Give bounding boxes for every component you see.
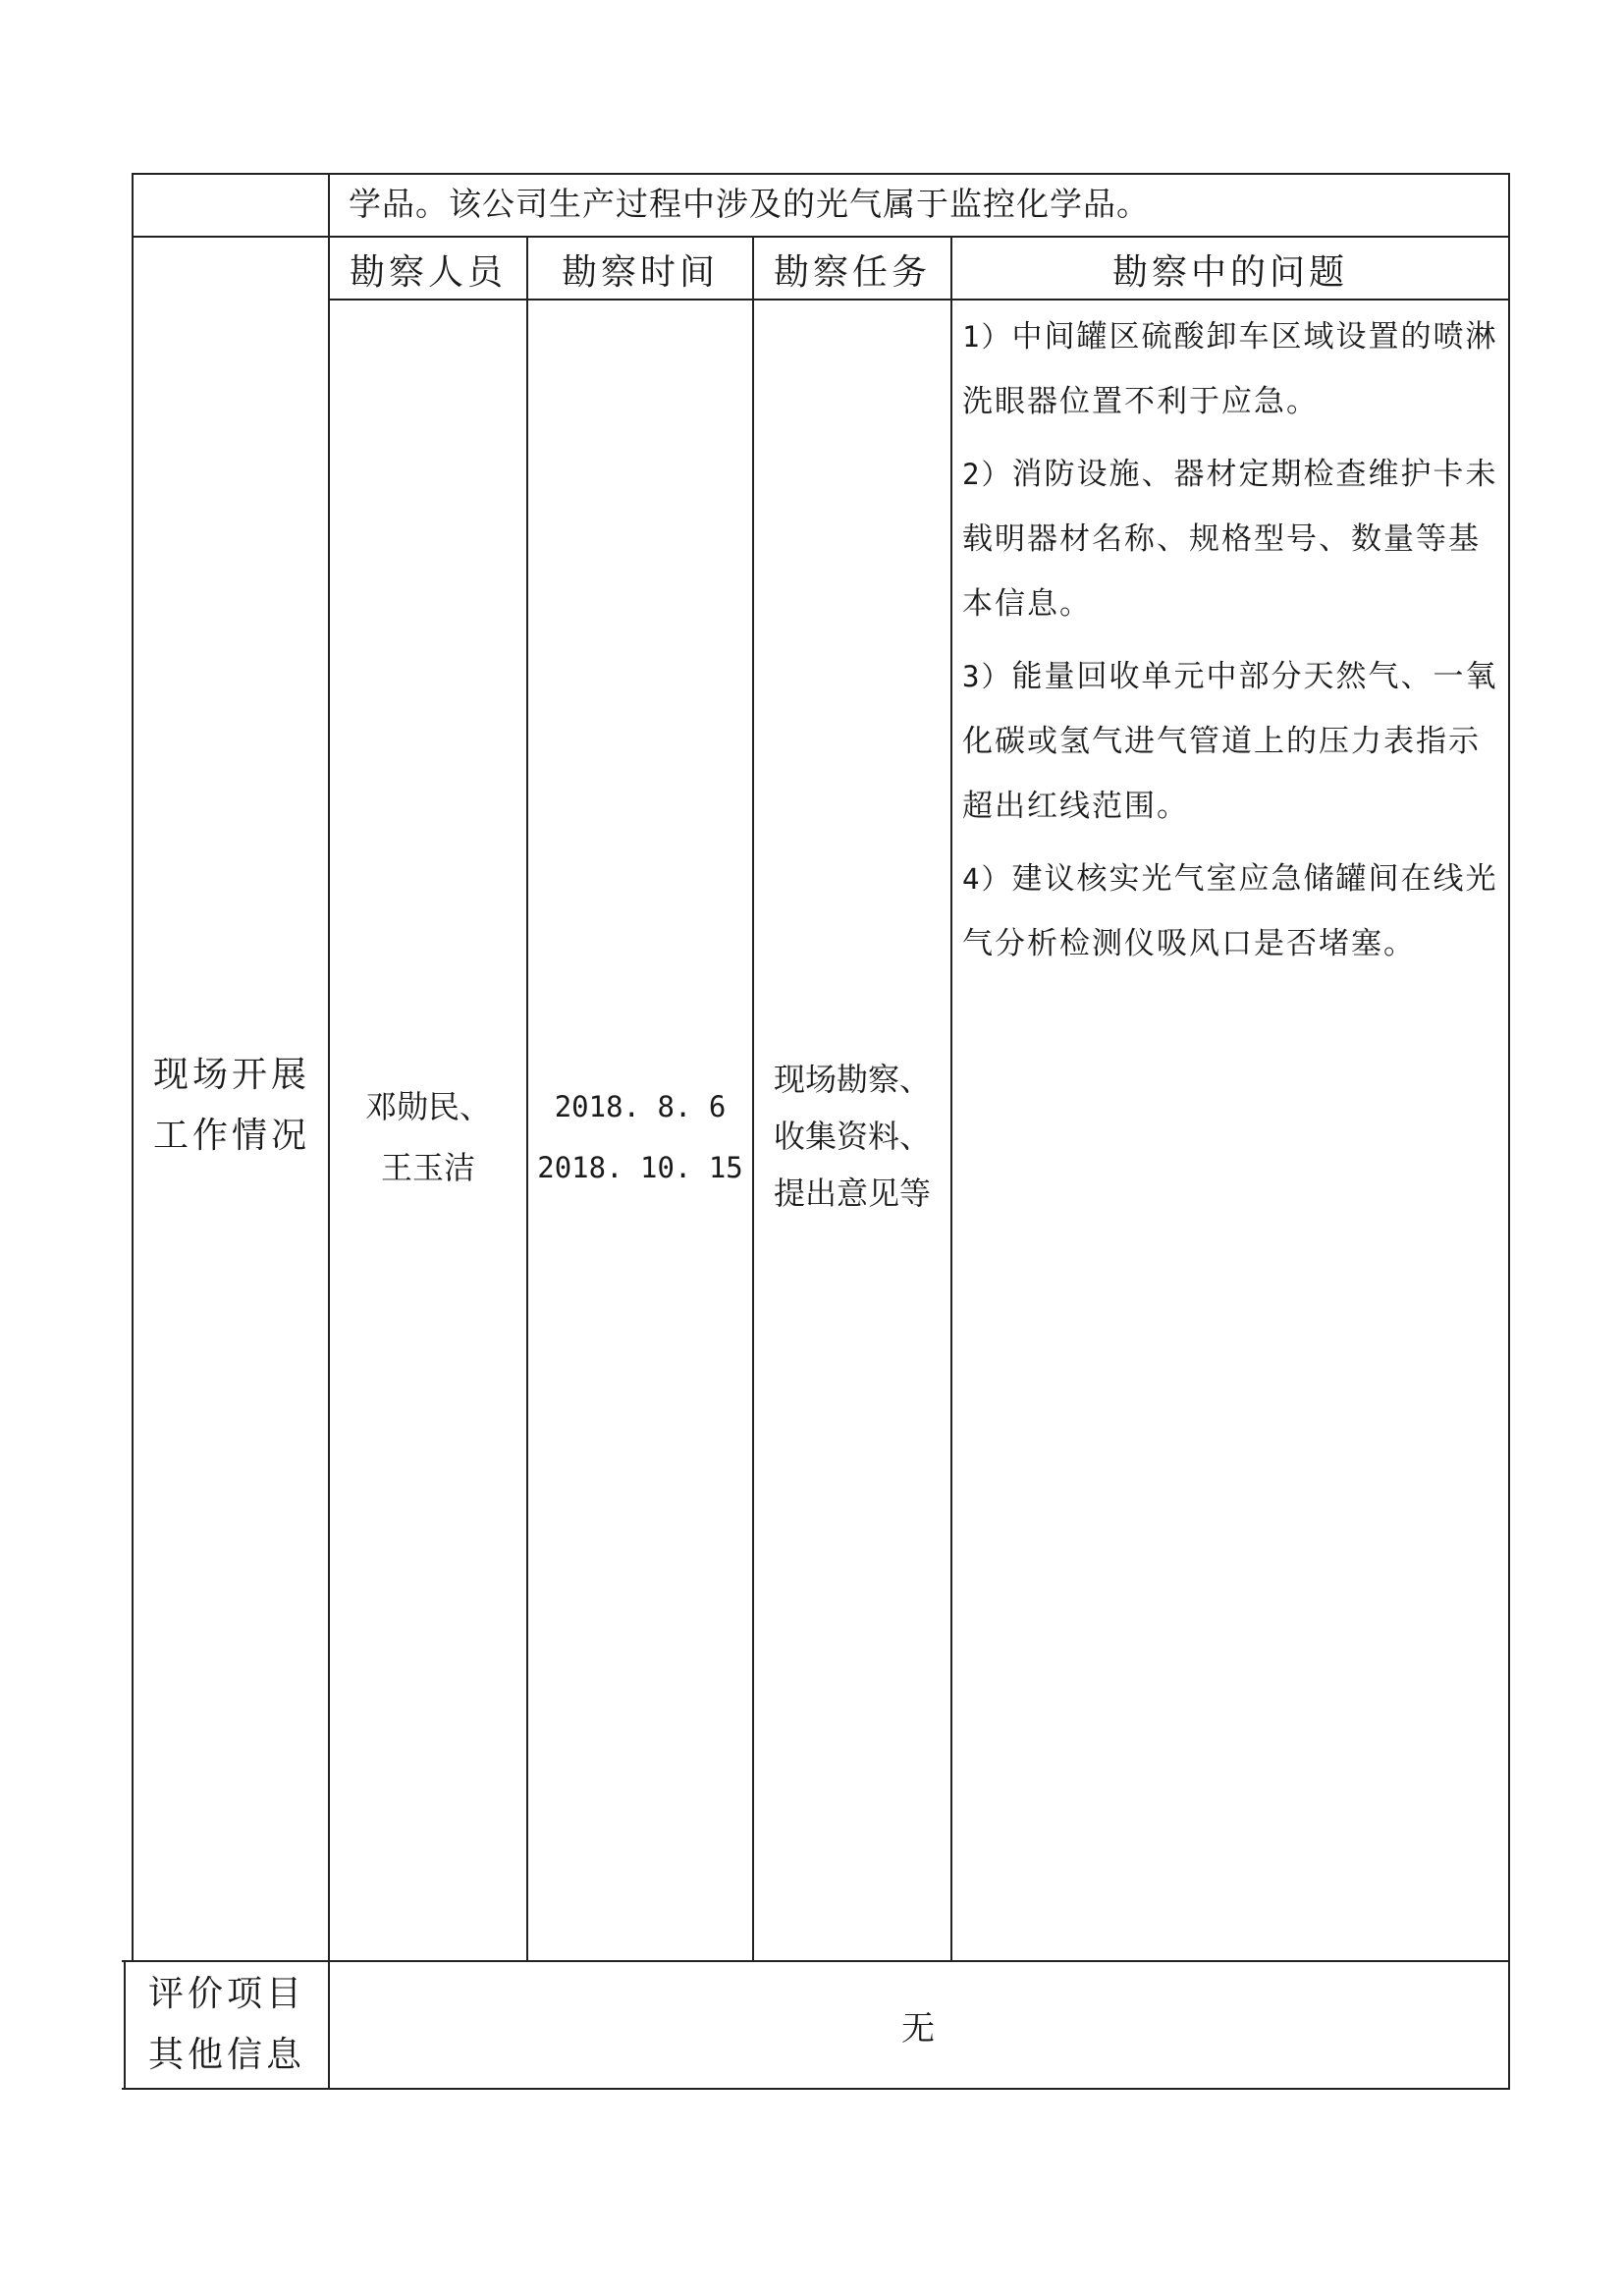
site-work-label-line1: 现场开展 bbox=[152, 1055, 310, 1095]
issue-item-2 bbox=[962, 442, 1502, 636]
task-line2: 收集资料、 bbox=[773, 1118, 931, 1155]
task-line1: 现场勘察、 bbox=[773, 1061, 931, 1098]
issue-text: 消防设施、器材定期检查维护卡未载明器材名称、规格型号、数量等基本信息。 bbox=[962, 457, 1498, 622]
other-info-label-line2: 其他信息 bbox=[147, 2035, 305, 2075]
table-divider-subheader bbox=[328, 299, 1510, 301]
issue-item-3 bbox=[962, 644, 1502, 839]
time-line2: 2018. 10. 15 bbox=[537, 1151, 743, 1184]
issue-item-1 bbox=[962, 304, 1502, 434]
table-border-right bbox=[1508, 173, 1510, 2090]
table-border-top bbox=[132, 173, 1510, 175]
header-time: 勘察时间 bbox=[561, 251, 719, 293]
top-row-text: 学品。该公司生产过程中涉及的光气属于监控化学品。 bbox=[349, 185, 1150, 223]
issue-number: 3） bbox=[962, 660, 1012, 693]
issue-number: 4） bbox=[962, 862, 1012, 896]
personnel-line2: 王玉洁 bbox=[380, 1149, 475, 1186]
personnel-cell bbox=[330, 1076, 526, 1198]
other-info-label bbox=[126, 1964, 328, 2086]
table-divider-header bbox=[132, 236, 1510, 238]
issues-list bbox=[962, 304, 1502, 984]
table-divider-other-info bbox=[122, 1960, 1510, 1962]
site-work-label-line2: 工作情况 bbox=[152, 1116, 310, 1156]
task-cell bbox=[754, 1051, 950, 1222]
task-line3: 提出意见等 bbox=[773, 1175, 931, 1212]
other-info-label-line1: 评价项目 bbox=[147, 1974, 305, 2014]
header-issues: 勘察中的问题 bbox=[1111, 251, 1348, 293]
other-info-value: 无 bbox=[901, 2008, 935, 2049]
time-cell bbox=[528, 1076, 752, 1198]
personnel-line1: 邓勋民、 bbox=[364, 1088, 491, 1125]
header-personnel: 勘察人员 bbox=[349, 251, 507, 293]
issue-text: 建议核实光气室应急储罐间在线光气分析检测仪吸风口是否堵塞。 bbox=[962, 861, 1498, 961]
table-border-bottom bbox=[122, 2088, 1510, 2090]
issue-item-4 bbox=[962, 847, 1502, 976]
issue-number: 2） bbox=[962, 458, 1012, 491]
header-task: 勘察任务 bbox=[773, 251, 931, 293]
issue-number: 1） bbox=[962, 320, 1012, 354]
issue-text: 能量回收单元中部分天然气、一氧化碳或氢气进气管道上的压力表指示超出红线范围。 bbox=[962, 659, 1498, 824]
time-line1: 2018. 8. 6 bbox=[554, 1090, 727, 1123]
site-work-label bbox=[134, 1045, 330, 1167]
issue-text: 中间罐区硫酸卸车区域设置的喷淋洗眼器位置不利于应急。 bbox=[962, 319, 1498, 419]
column-divider-task bbox=[950, 236, 952, 1960]
